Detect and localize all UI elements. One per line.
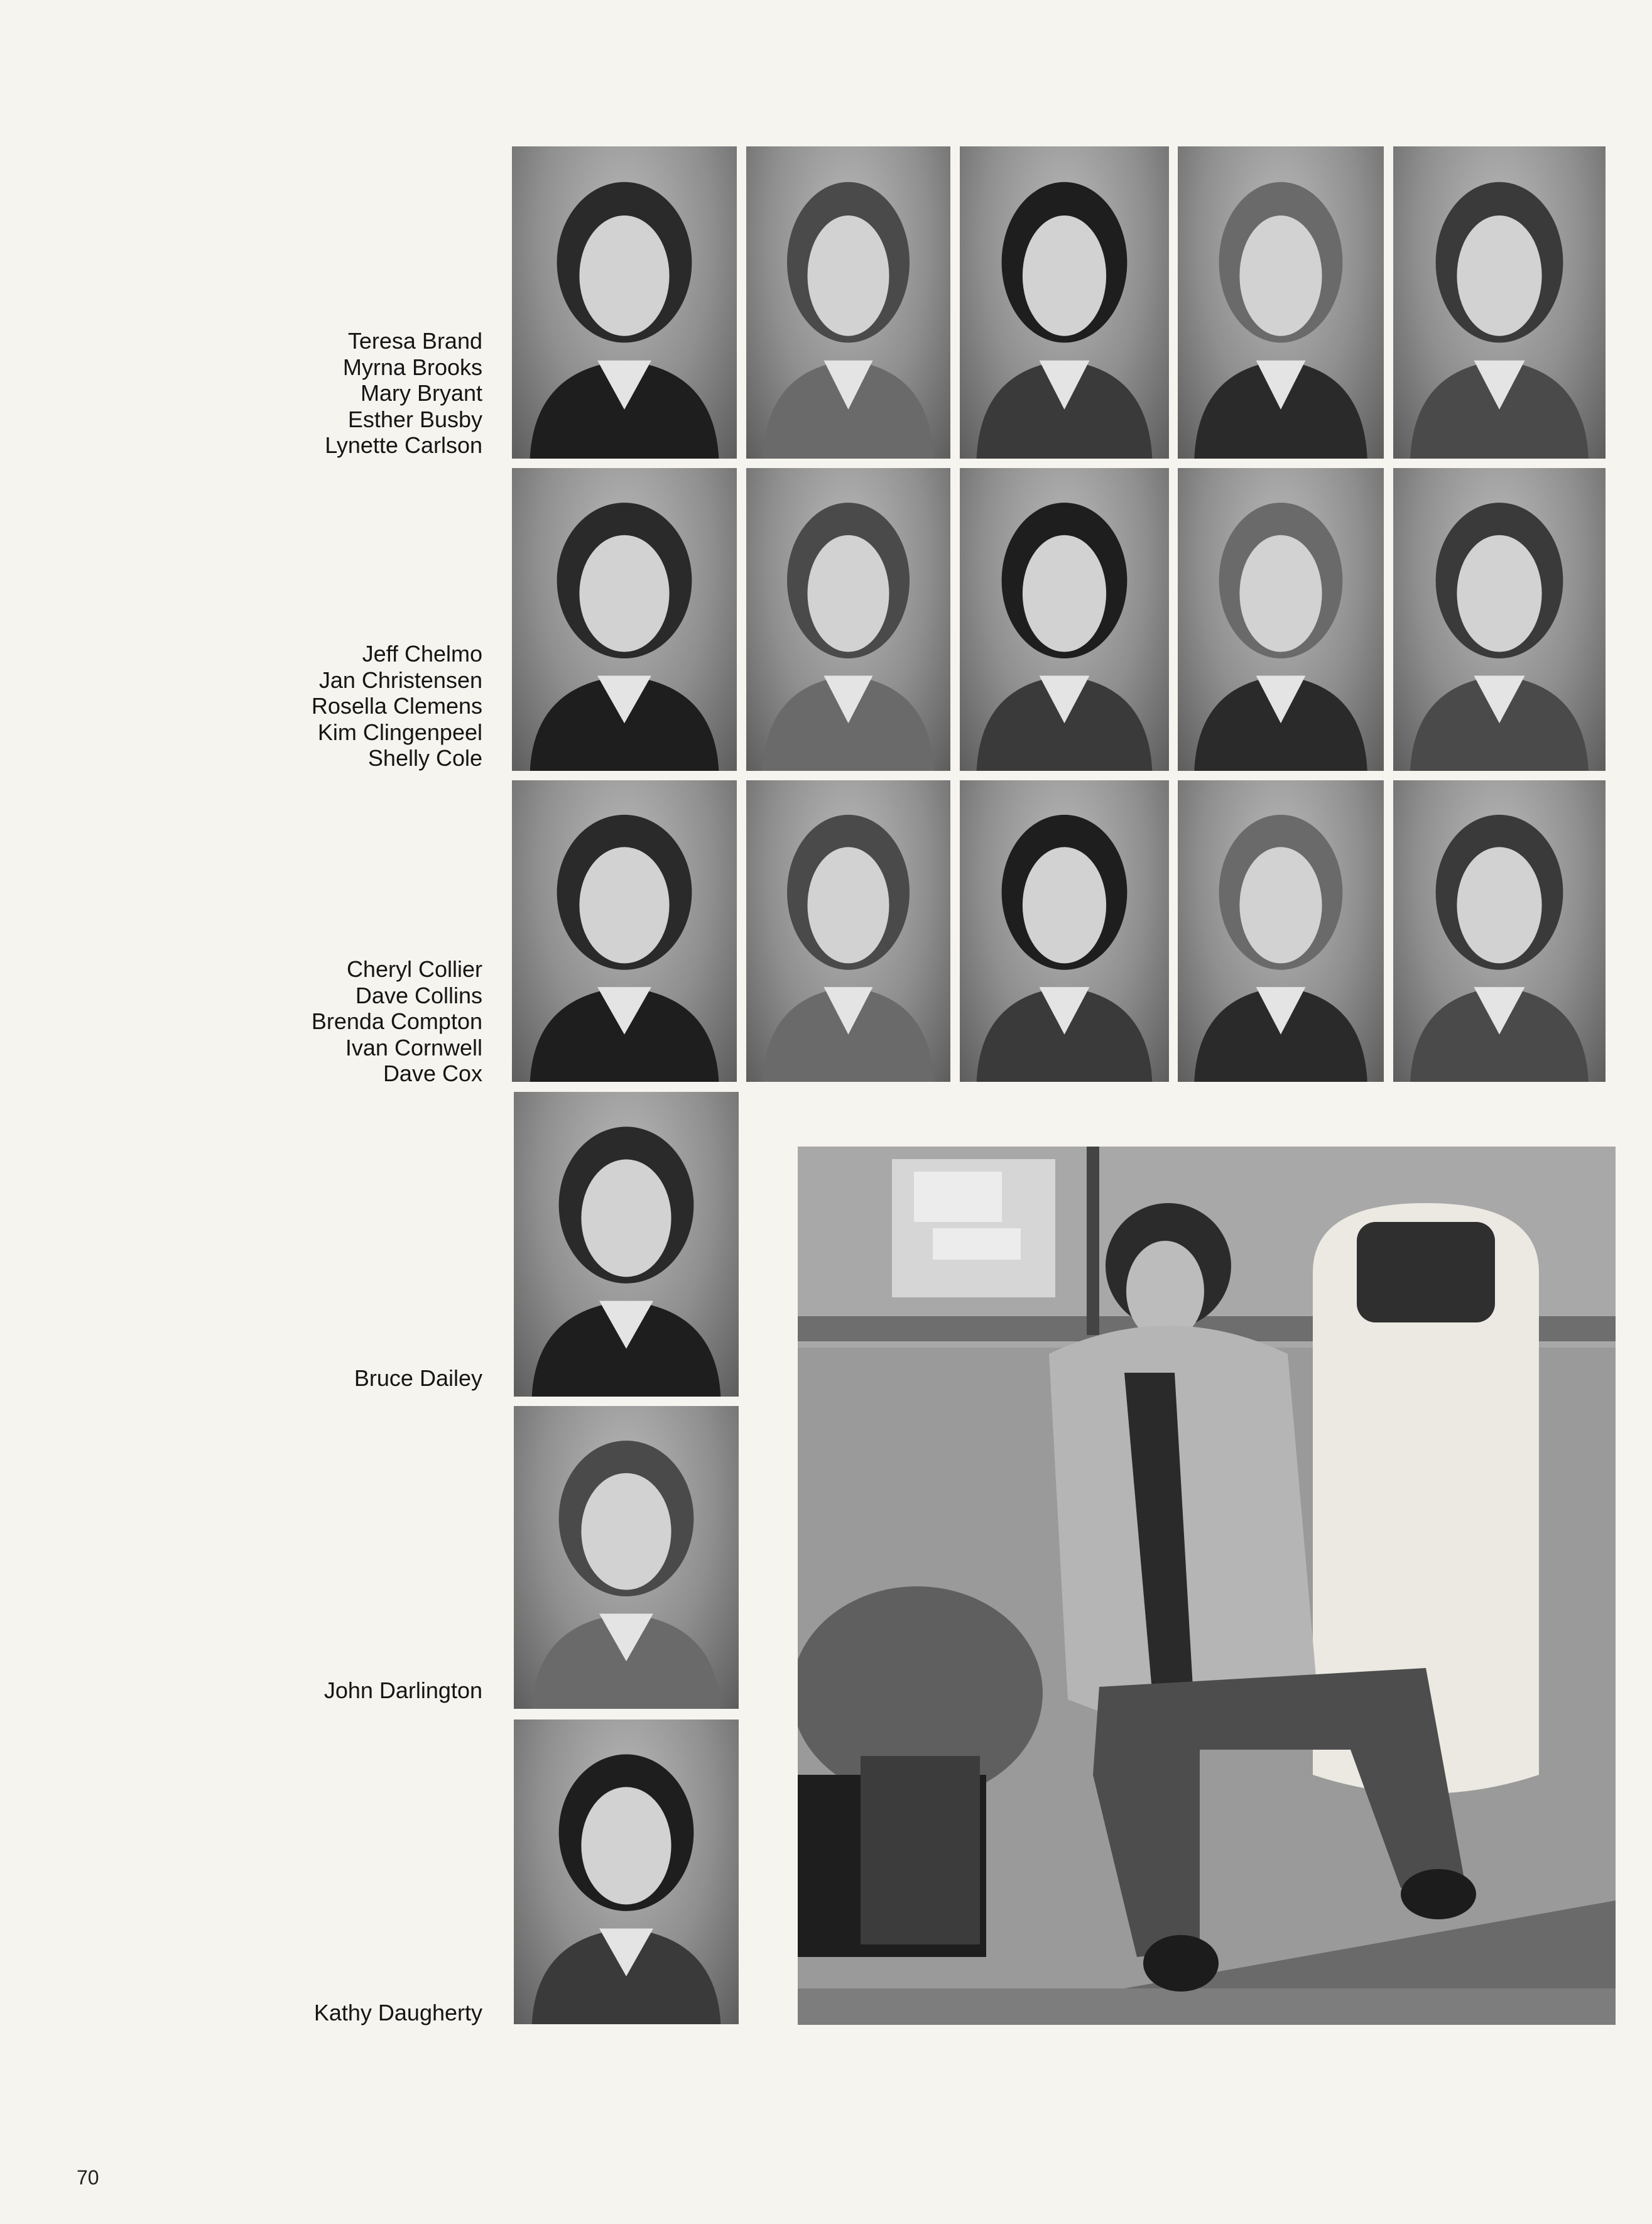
student-name: Mary Bryant — [360, 380, 482, 406]
student-portrait — [1393, 468, 1606, 771]
student-portrait — [514, 1720, 739, 2024]
student-portrait — [746, 780, 950, 1082]
student-portrait — [512, 780, 737, 1082]
student-name: Dave Collins — [355, 982, 482, 1008]
student-portrait — [512, 146, 737, 459]
student-name: Brenda Compton — [311, 1008, 482, 1034]
student-name: Cheryl Collier — [346, 956, 482, 982]
student-name: John Darlington — [323, 1677, 482, 1703]
name-group-4 — [354, 1365, 482, 1392]
student-name: Bruce Dailey — [354, 1365, 482, 1391]
name-group-6 — [314, 2000, 482, 2026]
candid-photo — [798, 1147, 1616, 2025]
student-portrait — [960, 468, 1169, 771]
student-portrait — [960, 146, 1169, 459]
name-group-5 — [324, 1677, 482, 1704]
student-portrait — [512, 468, 737, 771]
student-portrait — [1178, 468, 1384, 771]
student-portrait — [514, 1092, 739, 1397]
name-group-3 — [312, 956, 482, 1087]
student-name: Lynette Carlson — [325, 432, 482, 458]
student-portrait — [1393, 780, 1606, 1082]
student-name: Ivan Cornwell — [345, 1034, 482, 1060]
student-name: Esther Busby — [347, 406, 482, 432]
student-name: Jan Christensen — [318, 667, 482, 693]
student-name: Rosella Clemens — [311, 693, 482, 719]
student-portrait — [514, 1406, 739, 1709]
student-portrait — [746, 468, 950, 771]
student-name: Dave Cox — [383, 1060, 482, 1086]
student-portrait — [1393, 146, 1606, 459]
student-portrait — [1178, 780, 1384, 1082]
student-name: Jeff Chelmo — [362, 641, 482, 667]
student-portrait — [1178, 146, 1384, 459]
student-name: Teresa Brand — [347, 328, 482, 354]
name-group-2 — [312, 641, 482, 771]
page-number: 70 — [77, 2166, 99, 2189]
student-portrait — [746, 146, 950, 459]
student-name: Shelly Cole — [367, 745, 482, 771]
student-name: Kim Clingenpeel — [317, 719, 482, 745]
name-group-1 — [325, 328, 482, 459]
student-name: Kathy Daugherty — [313, 2000, 482, 2025]
student-portrait — [960, 780, 1169, 1082]
student-name: Myrna Brooks — [342, 354, 482, 380]
